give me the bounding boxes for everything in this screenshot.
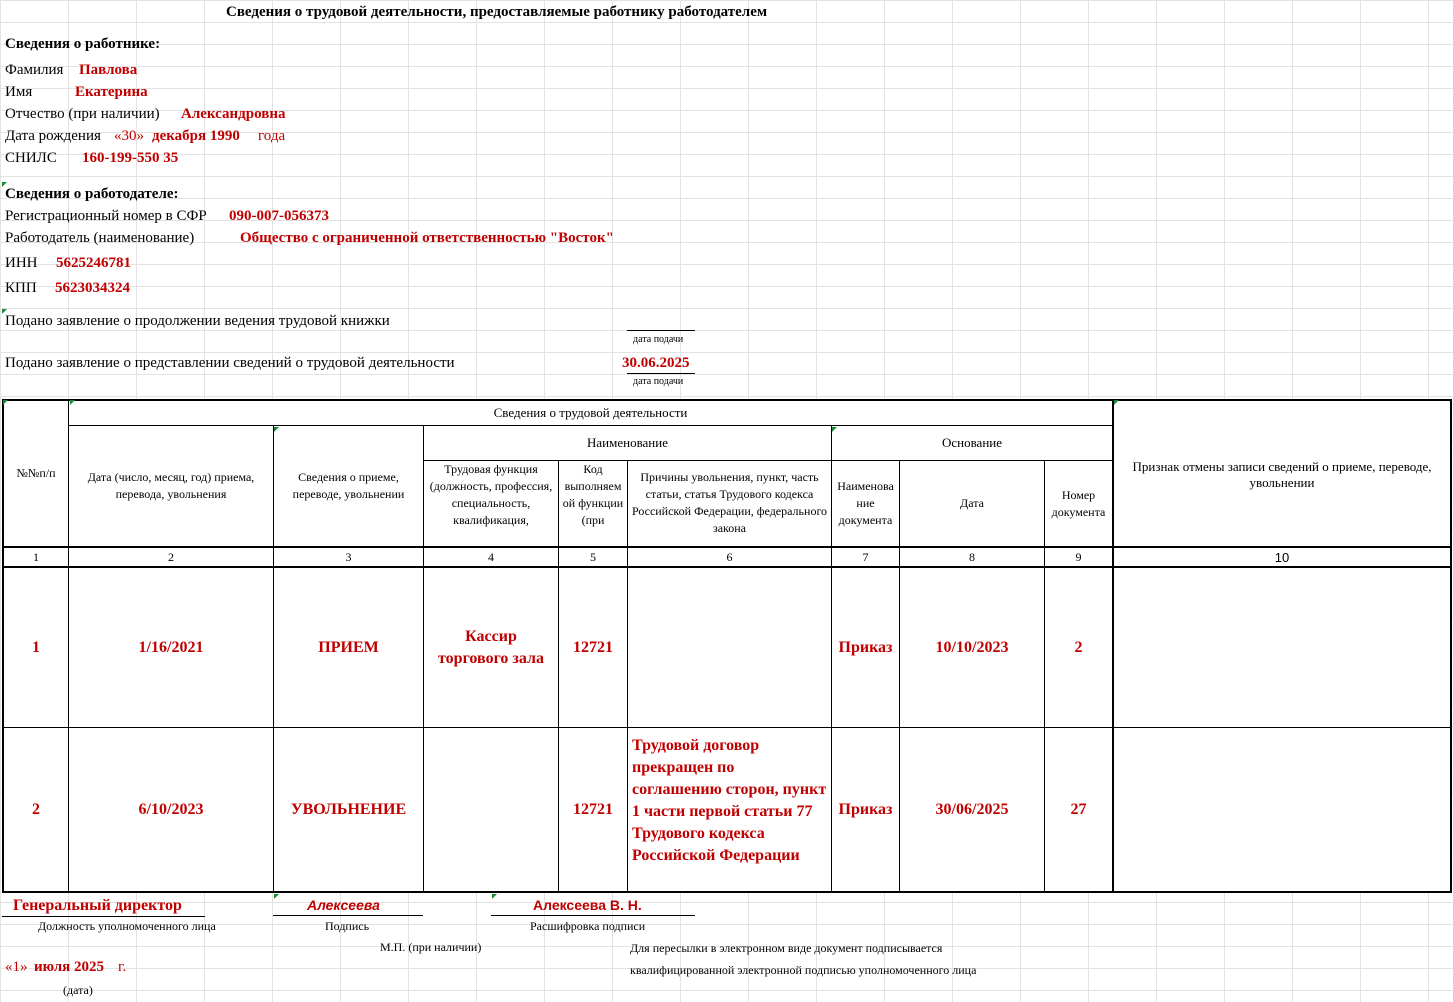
header-group-basis: Основание <box>831 425 1113 461</box>
date-caption-2: дата подачи <box>633 376 684 387</box>
birth-day: «30» <box>114 128 144 144</box>
col-number: 7 <box>831 546 900 568</box>
row-function: Кассир торгового зала <box>423 567 559 728</box>
col-number: 6 <box>627 546 832 568</box>
page-title: Сведения о трудовой деятельности, предоставляемые работнику работодателем <box>226 4 768 20</box>
position-caption: Должность уполномоченного лица <box>38 919 216 933</box>
patronymic-value: Александровна <box>181 106 286 122</box>
electronic-note-2: квалифицированной электронной подписью уполномоченного лица <box>630 963 977 977</box>
cell-marker-icon <box>274 427 279 432</box>
row-function <box>423 727 559 893</box>
sign-date-suffix: г. <box>118 959 127 975</box>
row-reason <box>627 567 832 728</box>
row-date: 6/10/2023 <box>68 727 274 893</box>
decode-caption: Расшифровка подписи <box>530 919 646 933</box>
row-event: УВОЛЬНЕНИЕ <box>273 727 424 893</box>
sign-date-caption: (дата) <box>63 983 93 997</box>
sign-date-rest: июля 2025 <box>34 959 105 975</box>
kpp-label: КПП <box>5 280 37 296</box>
cell-marker-icon <box>70 400 75 405</box>
patronymic-label: Отчество (при наличии) <box>5 106 160 122</box>
row-reason: Трудовой договор прекращен по соглашению сторон, пункт 1 части первой статьи 77 Трудового кодекса Российской Федерации <box>627 727 832 893</box>
cell-marker-icon <box>832 427 837 432</box>
sign-date-day: «1» <box>5 959 28 975</box>
header-col5: Код выполняем ой функции (при <box>558 460 628 547</box>
row-cancel-flag <box>1112 567 1452 728</box>
cell-marker-icon <box>1114 400 1119 405</box>
employer-name-value: Общество с ограниченной ответственностью "Восток" <box>240 230 614 246</box>
employee-section-title: Сведения о работнике: <box>5 36 161 52</box>
row-doc-number: 27 <box>1044 727 1113 893</box>
snils-label: СНИЛС <box>5 150 57 166</box>
employer-section-title: Сведения о работодателе: <box>5 186 179 202</box>
birth-month-year: декабря 1990 <box>152 128 240 144</box>
reg-label: Регистрационный номер в СФР <box>5 208 207 224</box>
signature-underline <box>273 915 423 916</box>
col-number: 10 <box>1112 546 1452 568</box>
snils-value: 160-199-550 35 <box>82 150 179 166</box>
surname-label: Фамилия <box>5 62 64 78</box>
header-group-name: Наименование <box>423 425 832 461</box>
electronic-note-1: Для пересылки в электронном виде документ подписывается <box>630 941 943 955</box>
name-label: Имя <box>5 84 33 100</box>
surname-value: Павлова <box>79 62 138 78</box>
row-number: 1 <box>2 567 69 728</box>
row-code: 12721 <box>558 567 628 728</box>
stamp-caption: М.П. (при наличии) <box>380 940 482 954</box>
col-number: 3 <box>273 546 424 568</box>
header-col8: Дата <box>899 460 1045 547</box>
provide-application-text: Подано заявление о представлении сведений о трудовой деятельности <box>5 355 455 371</box>
row-cancel-flag <box>1112 727 1452 893</box>
row-doc-date: 30/06/2025 <box>899 727 1045 893</box>
header-col3: Сведения о приеме, переводе, увольнении <box>273 425 424 547</box>
header-col1: №№п/п <box>2 399 69 547</box>
date-underline <box>627 330 695 331</box>
kpp-value: 5623034324 <box>55 280 130 296</box>
header-col9: Номер документа <box>1044 460 1113 547</box>
col-number: 9 <box>1044 546 1113 568</box>
name-value: Екатерина <box>75 84 148 100</box>
col-number: 1 <box>2 546 69 568</box>
signer-position: Генеральный директор <box>13 897 182 914</box>
signer-signature: Алексеева <box>307 897 380 913</box>
signer-decode: Алексеева В. Н. <box>533 897 642 913</box>
reg-value: 090-007-056373 <box>229 208 329 224</box>
inn-label: ИНН <box>5 255 38 271</box>
col-number: 5 <box>558 546 628 568</box>
row-doc-date: 10/10/2023 <box>899 567 1045 728</box>
position-underline <box>2 916 205 917</box>
header-col4: Трудовая функция (должность, профессия, специальность, квалификация, <box>423 460 559 547</box>
header-col7: Наименова ние документа <box>831 460 900 547</box>
header-col2: Дата (число, месяц, год) приема, перевода, увольнения <box>68 425 274 547</box>
row-code: 12721 <box>558 727 628 893</box>
inn-value: 5625246781 <box>56 255 131 271</box>
row-doc-name: Приказ <box>831 567 900 728</box>
cell-marker-icon <box>3 400 8 405</box>
continue-application-text: Подано заявление о продолжении ведения трудовой книжки <box>5 313 390 329</box>
employer-name-label: Работодатель (наименование) <box>5 230 195 246</box>
row-doc-name: Приказ <box>831 727 900 893</box>
birth-suffix: года <box>258 128 286 144</box>
cell-marker-icon <box>274 894 279 899</box>
cell-marker-icon <box>492 894 497 899</box>
row-number: 2 <box>2 727 69 893</box>
row-date: 1/16/2021 <box>68 567 274 728</box>
header-col6: Причины увольнения, пункт, часть статьи, статья Трудового кодекса Российской Федерации, федерального закона <box>627 460 832 547</box>
decode-underline <box>491 915 695 916</box>
header-group-activity: Сведения о трудовой деятельности <box>68 399 1113 426</box>
col-number: 4 <box>423 546 559 568</box>
date-underline <box>627 373 695 374</box>
date-caption-1: дата подачи <box>633 334 684 345</box>
row-event: ПРИЕМ <box>273 567 424 728</box>
header-col10: Признак отмены записи сведений о приеме, переводе, увольнении <box>1112 399 1452 547</box>
signature-caption: Подпись <box>325 919 370 933</box>
col-number: 8 <box>899 546 1045 568</box>
row-doc-number: 2 <box>1044 567 1113 728</box>
col-number: 2 <box>68 546 274 568</box>
birth-label: Дата рождения <box>5 128 101 144</box>
provide-application-date: 30.06.2025 <box>622 355 690 371</box>
